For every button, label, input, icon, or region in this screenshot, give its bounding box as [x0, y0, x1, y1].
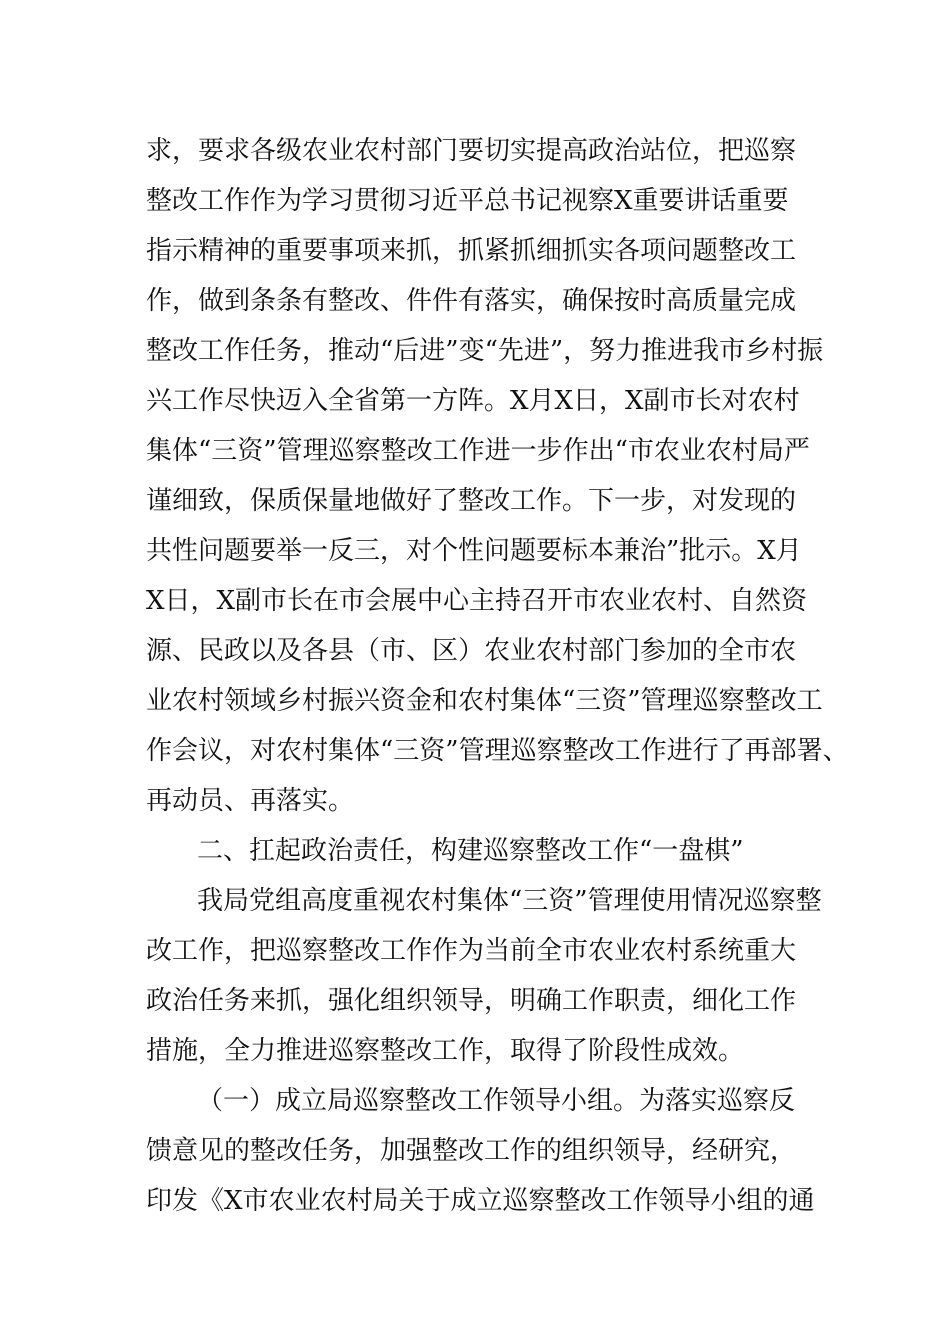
text-line: X日，X副市长在市会展中心主持召开市农业农村、自然资 [146, 586, 808, 616]
text-line: 政治任务来抓，强化组织领导，明确工作职责，细化工作 [146, 986, 797, 1016]
text-line: 措施，全力推进巡察整改工作，取得了阶段性成效。 [146, 1036, 745, 1066]
text-line: 再动员、再落实。 [146, 786, 355, 816]
text-line: 改工作，把巡察整改工作作为当前全市农业农村系统重大 [146, 936, 797, 966]
section-heading: 二、扛起政治责任，构建巡察整改工作“一盘棋” [197, 836, 744, 866]
text-line: 作，做到条条有整改、件件有落实，确保按时高质量完成 [146, 286, 797, 316]
text-line: 指示精神的重要事项来抓，抓紧抓细抓实各项问题整改工 [146, 236, 797, 266]
text-line: （一）成立局巡察整改工作领导小组。为落实巡察反 [197, 1086, 796, 1116]
text-line: 谨细致，保质保量地做好了整改工作。下一步，对发现的 [146, 486, 797, 516]
text-line: 求，要求各级农业农村部门要切实提高政治站位，把巡察 [146, 136, 797, 166]
text-line: 源、民政以及各县（市、区）农业农村部门参加的全市农 [146, 636, 797, 666]
text-line: 共性问题要举一反三，对个性问题要标本兼治”批示。X月 [146, 536, 802, 566]
text-line: 业农村领域乡村振兴资金和农村集体“三资”管理巡察整改工 [146, 686, 823, 716]
text-line: 兴工作尽快迈入全省第一方阵。X月X日，X副市长对农村 [146, 386, 800, 416]
text-line: 整改工作作为学习贯彻习近平总书记视察X重要讲话重要 [146, 186, 789, 216]
text-line: 我局党组高度重视农村集体“三资”管理使用情况巡察整 [197, 886, 822, 916]
text-line: 作会议，对农村集体“三资”管理巡察整改工作进行了再部署、 [146, 736, 849, 766]
text-line: 印发《X市农业农村局关于成立巡察整改工作领导小组的通 [146, 1186, 815, 1216]
text-line: 整改工作任务，推动“后进”变“先进”，努力推进我市乡村振 [146, 336, 824, 366]
text-line: 集体“三资”管理巡察整改工作进一步作出“市农业农村局严 [146, 436, 810, 466]
text-line: 馈意见的整改任务，加强整改工作的组织领导，经研究， [146, 1136, 797, 1166]
